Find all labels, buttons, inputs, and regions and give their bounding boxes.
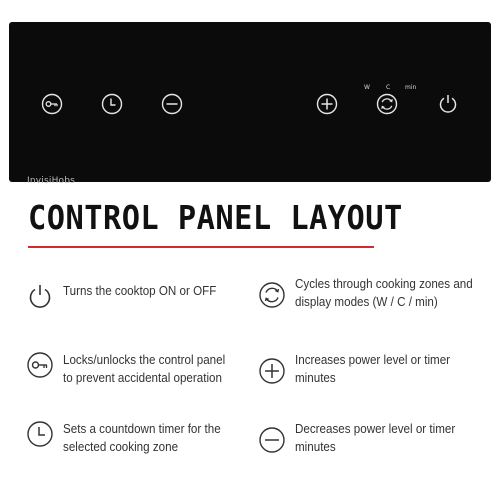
timer-touch-button[interactable]: [101, 93, 123, 115]
legend-item-timer: [26, 420, 251, 456]
plus-icon: [258, 357, 286, 385]
cycle-icon: [258, 281, 286, 309]
legend-text-plus: Increases power level or timer minutes: [295, 353, 451, 385]
legend-item-power: [26, 282, 236, 310]
control-panel: [9, 22, 491, 186]
title-underline: [28, 246, 374, 248]
legend-text-cycle: Cycles through cooking zones and display modes (W / C / min): [295, 277, 473, 309]
cycle-touch-button[interactable]: [376, 93, 398, 115]
cycle-icon: [376, 93, 398, 115]
legend-item-lock: [26, 351, 251, 387]
page-title: CONTROL PANEL LAYOUT: [28, 198, 403, 237]
legend-text-minus: Decreases power level or timer minutes: [295, 422, 456, 454]
legend-item-plus: [258, 351, 483, 387]
legend-item-cycle: [258, 275, 493, 311]
plus-touch-button[interactable]: [316, 93, 338, 115]
power-icon: [437, 93, 459, 115]
power-touch-button[interactable]: [437, 93, 459, 115]
minus-icon: [161, 93, 183, 115]
display-label-c: C: [386, 84, 391, 91]
display-label-w: W: [364, 84, 370, 91]
minus-icon: [258, 426, 286, 454]
minus-touch-button[interactable]: [161, 93, 183, 115]
lock-key-icon: [26, 351, 54, 379]
clock-icon: [101, 93, 123, 115]
lock-touch-button[interactable]: [41, 93, 63, 115]
plus-icon: [316, 93, 338, 115]
brand-logo: InvisiHobs: [27, 176, 76, 186]
display-label-min: min: [405, 84, 417, 91]
legend-item-minus: [258, 420, 483, 456]
lock-key-icon: [41, 93, 63, 115]
legend-text-lock: Locks/unlocks the control panel to prevent accidental operation: [63, 353, 226, 385]
legend-text-timer: Sets a countdown timer for the selected cooking zone: [63, 422, 221, 454]
clock-icon: [26, 420, 54, 448]
legend-text-power: Turns the cooktop ON or OFF: [63, 284, 217, 298]
power-icon: [26, 282, 54, 310]
